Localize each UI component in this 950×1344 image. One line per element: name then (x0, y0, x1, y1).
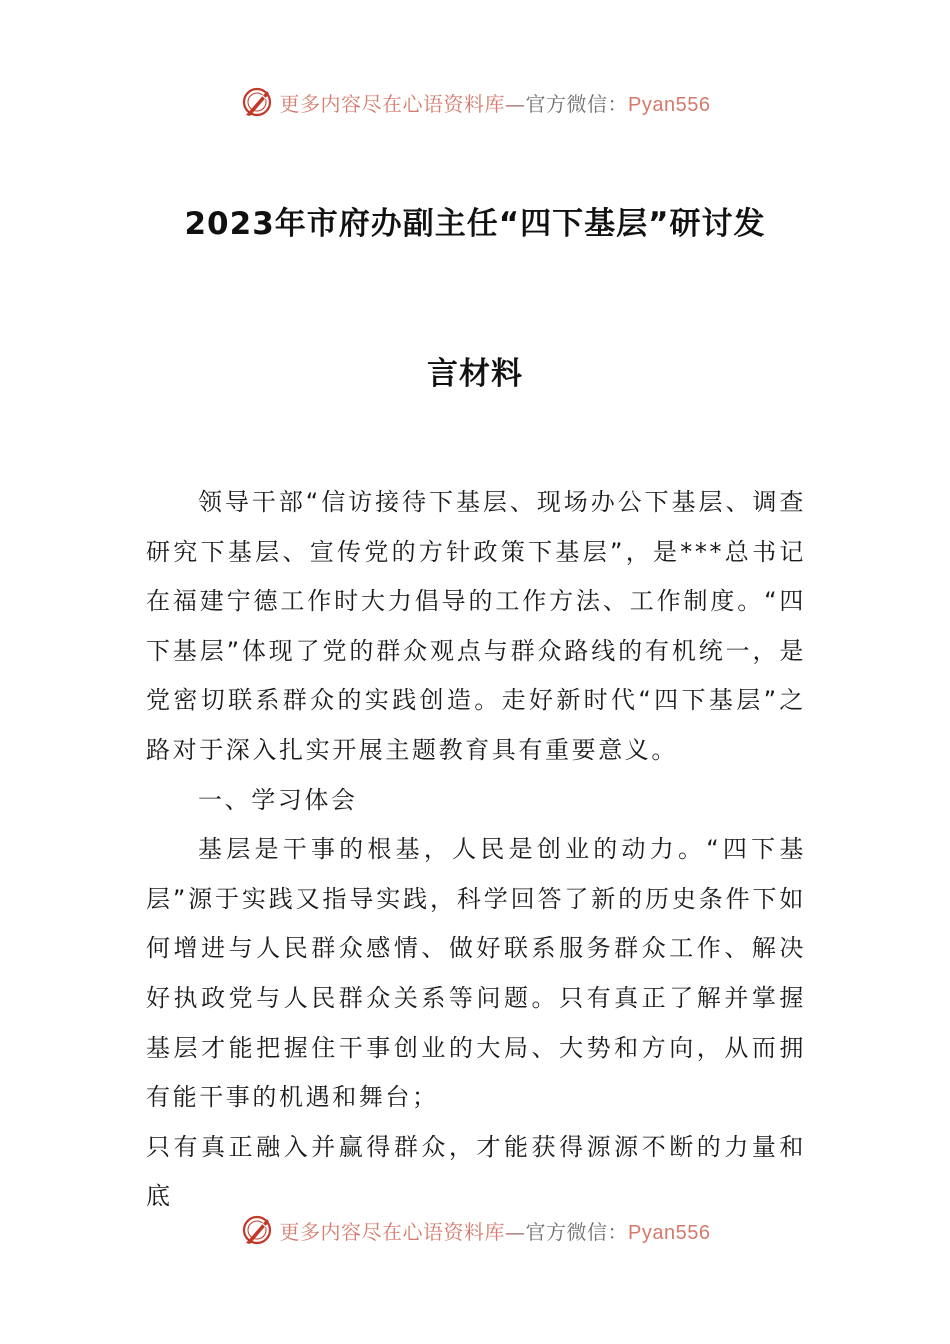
paragraph-intro: 领导干部“信访接待下基层、现场办公下基层、调查研究下基层、宣传党的方针政策下基层”，是***总书记在福建宁德工作时大力倡导的工作方法、工作制度。“四下基层”体现了党的群众观点与群众路线的有机统一，是党密切联系群众的实践创造。走好新时代“四下基层”之路对于深入扎实开展主题教育具有重要意义。 (146, 488, 806, 764)
watermark-text (280, 88, 711, 117)
paragraph-continuation: 只有真正融入并赢得群众，才能获得源源不断的力量和底 (146, 1132, 806, 1211)
watermark-dash: — (505, 1219, 526, 1244)
watermark-id: Pyan556 (628, 93, 711, 116)
watermark-dash: — (505, 91, 526, 116)
watermark-label: 官方微信： (525, 1219, 629, 1244)
watermark-id: Pyan556 (628, 1221, 711, 1244)
quill-seal-icon (240, 1213, 274, 1247)
watermark-main: 更多内容尽在心语资料库 (279, 91, 506, 116)
document-title-line-1: 2023年市府办副主任“四下基层”研讨发 (184, 206, 766, 242)
watermark-banner-bottom (0, 1208, 950, 1252)
paragraph-study: 基层是干事的根基，人民是创业的动力。“四下基层”源于实践又指导实践，科学回答了新的历史条件下如何增进与人民群众感情、做好联系服务群众工作、解决好执政党与人民群众关系等问题。只有真正了解并掌握基层才能把握住干事创业的大局、大势和方向，从而拥有能干事的机遇和舞台； (146, 835, 806, 1112)
watermark-text (280, 1216, 711, 1245)
quill-seal-icon (240, 85, 274, 119)
watermark-label: 官方微信： (525, 91, 629, 116)
document-body (146, 478, 806, 1222)
watermark-banner-top (0, 80, 950, 124)
document-title-line-2: 言材料 (427, 356, 523, 392)
watermark-main: 更多内容尽在心语资料库 (279, 1219, 506, 1244)
section-heading: 一、学习体会 (198, 785, 358, 814)
